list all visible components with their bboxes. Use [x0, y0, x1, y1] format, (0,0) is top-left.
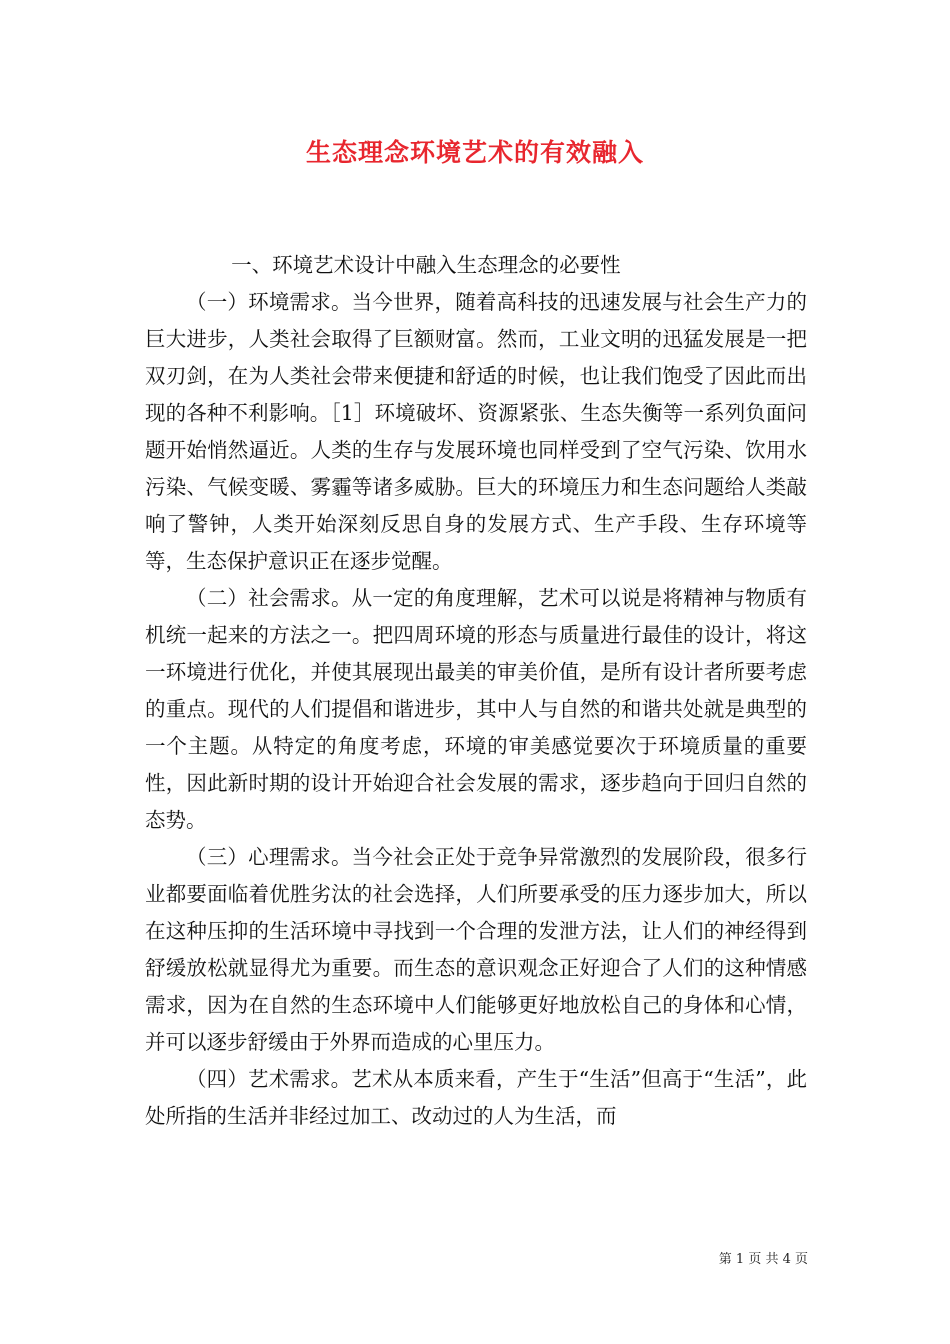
- document-body: [145, 247, 807, 1135]
- section-heading: 一、环境艺术设计中融入生态理念的必要性: [231, 253, 621, 277]
- page-number-footer: 第 1 页 共 4 页: [718, 1252, 808, 1267]
- page-title: 生态理念环境艺术的有效融入: [305, 138, 644, 167]
- paragraph-art-need: （四）艺术需求。艺术从本质来看，产生于“生活”但高于“生活”，此处所指的生活并非经过加工、改动过的人为生活，而: [145, 1067, 807, 1128]
- paragraph-psychological-need: （三）心理需求。当今社会正处于竞争异常激烈的发展阶段，很多行业都要面临着优胜劣汰的社会选择，人们所要承受的压力逐步加大，所以在这种压抑的生活环境中寻找到一个合理的发泄方法，让人们的神经得到舒缓放松就显得尤为重要。而生态的意识观念正好迎合了人们的这种情感需求，因为在自然的生态环境中人们能够更好地放松自己的身体和心情，并可以逐步舒缓由于外界而造成的心里压力。: [145, 845, 807, 1054]
- paragraph-environment-need: （一）环境需求。当今世界，随着高科技的迅速发展与社会生产力的巨大进步，人类社会取得了巨额财富。然而，工业文明的迅猛发展是一把双刃剑，在为人类社会带来便捷和舒适的时候，也让我们饱受了因此而出现的各种不利影响。［1］环境破坏、资源紧张、生态失衡等一系列负面问题开始悄然逼近。人类的生存与发展环境也同样受到了空气污染、饮用水污染、气候变暖、雾霾等诸多威胁。巨大的环境压力和生态问题给人类敲响了警钟，人类开始深刻反思自身的发展方式、生产手段、生存环境等等，生态保护意识正在逐步觉醒。: [145, 290, 807, 573]
- paragraph-social-need: （二）社会需求。从一定的角度理解，艺术可以说是将精神与物质有机统一起来的方法之一。把四周环境的形态与质量进行最佳的设计，将这一环境进行优化，并使其展现出最美的审美价值，是所有设计者所要考虑的重点。现代的人们提倡和谐进步，其中人与自然的和谐共处就是典型的一个主题。从特定的角度考虑，环境的审美感觉要次于环境质量的重要性，因此新时期的设计开始迎合社会发展的需求，逐步趋向于回归自然的态势。: [145, 586, 807, 832]
